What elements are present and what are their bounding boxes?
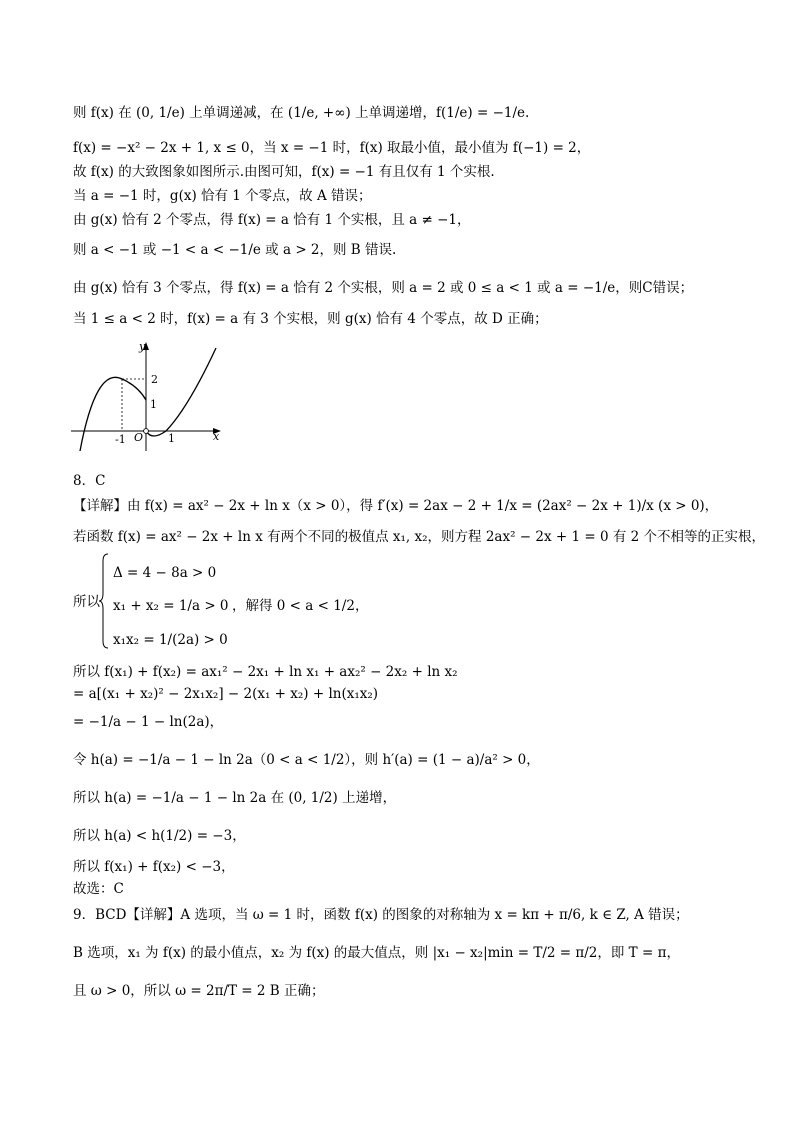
text-line-22: 9．BCD【详解】A 选项，当 ω = 1 时，函数 f(x) 的图象的对称轴为 x = kπ + π/6, k ∈ Z, A 错误； — [73, 907, 689, 923]
text-line-17: 令 h(a) = −1/a − 1 − ln 2a（0 < a < 1/2），则 h′(a) = (1 − a)/a² > 0， — [73, 752, 540, 768]
text-line-10: 【详解】由 f(x) = ax² − 2x + ln x（x > 0），得 f′(x) = 2ax − 2 + 1/x = (2ax² − 2x + 1)/x (x > 0)， — [73, 498, 719, 514]
system-eq-3: x₁x₂ = 1/(2a) > 0 — [113, 632, 228, 648]
tick-label-1: 1 — [168, 432, 175, 445]
text-line-6: 则 a < −1 或 −1 < a < −1/e 或 a > 2，则 B 错误. — [73, 242, 397, 258]
y-axis-label: y — [139, 340, 146, 353]
text-line-2: f(x) = −x² − 2x + 1, x ≤ 0，当 x = −1 时，f(x) 取最小值，最小值为 f(−1) = 2， — [73, 140, 591, 156]
value-label-1: 1 — [150, 398, 157, 411]
system-eq-1: Δ = 4 − 8a > 0 — [113, 565, 217, 581]
text-line-8: 当 1 ≤ a < 2 时，f(x) = a 有 3 个实根，则 g(x) 恰有 4 个零点，故 D 正确； — [73, 311, 548, 327]
text-line-3: 故 f(x) 的大致图象如图所示.由图可知，f(x) = −1 有且仅有 1 个实根. — [73, 164, 495, 180]
tick-label-neg1: -1 — [115, 433, 126, 446]
text-line-13: ，解得 0 < a < 1/2， — [232, 598, 369, 614]
text-line-15: = a[(x₁ + x₂)² − 2x₁x₂] − 2(x₁ + x₂) + ln(x₁x₂) — [73, 686, 379, 702]
text-line-18: 所以 h(a) = −1/a − 1 − ln 2a 在 (0, 1/2) 上递增， — [73, 790, 397, 806]
value-label-2: 2 — [151, 373, 158, 386]
answer-8-heading: 8．C — [73, 473, 106, 489]
text-line-14: 所以 f(x₁) + f(x₂) = ax₁² − 2x₁ + ln x₁ + ax₂² − 2x₂ + ln x₂ — [73, 664, 458, 680]
text-line-12: 所以 — [73, 594, 100, 610]
text-line-4: 当 a = −1 时，g(x) 恰有 1 个零点，故 A 错误； — [73, 188, 372, 204]
text-line-7: 由 g(x) 恰有 3 个零点，得 f(x) = a 恰有 2 个实根，则 a = 2 或 0 ≤ a < 1 或 a = −1/e，则C错误； — [73, 280, 694, 296]
x-axis-label: x — [213, 430, 220, 443]
text-line-20: 所以 f(x₁) + f(x₂) < −3， — [73, 859, 235, 875]
open-point — [144, 429, 149, 434]
brace-icon — [99, 553, 109, 649]
text-line-21: 故选：C — [73, 881, 124, 897]
function-graph — [66, 338, 226, 453]
text-line-23: B 选项，x₁ 为 f(x) 的最小值点，x₂ 为 f(x) 的最大值点，则 |x₁ − x₂|min = T/2 = π/2，即 T = π， — [73, 945, 680, 961]
text-line-5: 由 g(x) 恰有 2 个零点，得 f(x) = a 恰有 1 个实根，且 a ≠ −1， — [73, 212, 471, 228]
text-line-19: 所以 h(a) < h(1/2) = −3， — [73, 828, 246, 844]
system-eq-2: x₁ + x₂ = 1/a > 0 — [113, 598, 229, 614]
text-line-11: 若函数 f(x) = ax² − 2x + ln x 有两个不同的极值点 x₁, x₂，则方程 2ax² − 2x + 1 = 0 有 2 个不相等的正实根， — [73, 529, 766, 545]
text-line-24: 且 ω > 0，所以 ω = 2π/T = 2 B 正确； — [73, 983, 325, 999]
text-line-16: = −1/a − 1 − ln(2a)， — [73, 714, 224, 730]
curve-right — [146, 348, 216, 436]
origin-label: O — [134, 431, 144, 444]
text-line-1: 则 f(x) 在 (0, 1/e) 上单调递减，在 (1/e, +∞) 上单调递增，f(1/e) = −1/e. — [73, 105, 530, 121]
